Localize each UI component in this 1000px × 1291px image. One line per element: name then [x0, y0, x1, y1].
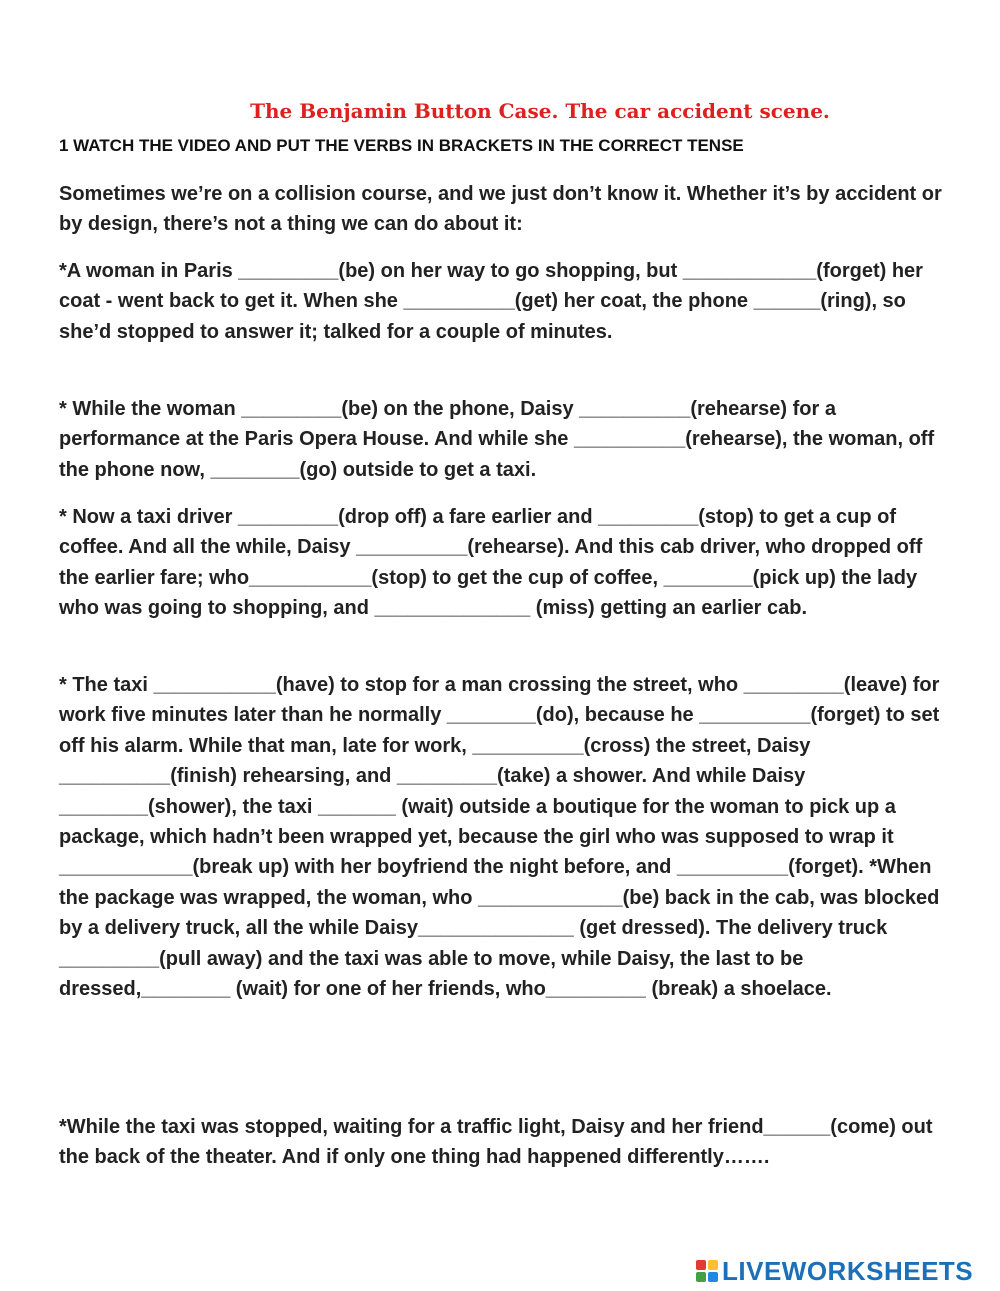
intro-paragraph: Sometimes we’re on a collision course, and we just don’t know it. Whether it’s by accident or by design, there’s not a thing we can do about it:	[59, 183, 942, 236]
worksheet-title: The Benjamin Button Case. The car accident scene.	[250, 99, 830, 123]
paragraph-woman-on-phone: * While the woman _________(be) on the phone, Daisy __________(rehearse) for a performance at the Paris Opera House. And while she __________(rehearse), the woman, off the phone now, ________(go) outside to get a taxi.	[59, 398, 935, 481]
liveworksheets-logo-icon	[696, 1260, 718, 1282]
exercise-instruction: 1 WATCH THE VIDEO AND PUT THE VERBS IN BRACKETS IN THE CORRECT TENSE	[59, 136, 744, 155]
paragraph-taxi-stop: * The taxi ___________(have) to stop for a man crossing the street, who _________(leave) for work five minutes later than he normally ________(do), because he __________(forget) to set off his alarm. While that man, late for work, __________(cross) the street, Daisy __________(finish) rehearsing, and _________(take) a shower. And while Daisy ________(shower), the taxi _______ (wait) outside a boutique for the woman to pick up a package, which hadn’t been wrapped yet, because the girl who was supposed to wrap it ____________(break up) with her boyfriend the night before, and __________(forget). *When the package was wrapped, the woman, who _____________(be) back in the cab, was blocked by a delivery truck, all the while Daisy______________ (get dressed). The delivery truck _________(pull away) and the taxi was able to move, while Daisy, the last to be dressed,________ (wait) for one of her friends, who_________ (break) a shoelace.	[59, 674, 940, 1001]
paragraph-taxi-driver: * Now a taxi driver _________(drop off) a fare earlier and _________(stop) to get a cup of coffee. And all the while, Daisy __________(rehearse). And this cab driver, who dropped off the earlier fare; who___________(stop) to get the cup of coffee, ________(pick up) the lady who was going to shopping, and ______________ (miss) getting an earlier cab.	[59, 506, 923, 620]
paragraph-traffic-light: *While the taxi was stopped, waiting for a traffic light, Daisy and her friend______(come) out the back of the theater. And if only one thing had happened differently…….	[59, 1116, 933, 1169]
paragraph-woman-in-paris: *A woman in Paris _________(be) on her way to go shopping, but ____________(forget) her coat - went back to get it. When she __________(get) her coat, the phone ______(ring), so she’d stopped to answer it; talked for a couple of minutes.	[59, 260, 923, 343]
logo-text: LIVEWORKSHEETS	[722, 1255, 974, 1286]
liveworksheets-logo	[696, 1255, 973, 1287]
